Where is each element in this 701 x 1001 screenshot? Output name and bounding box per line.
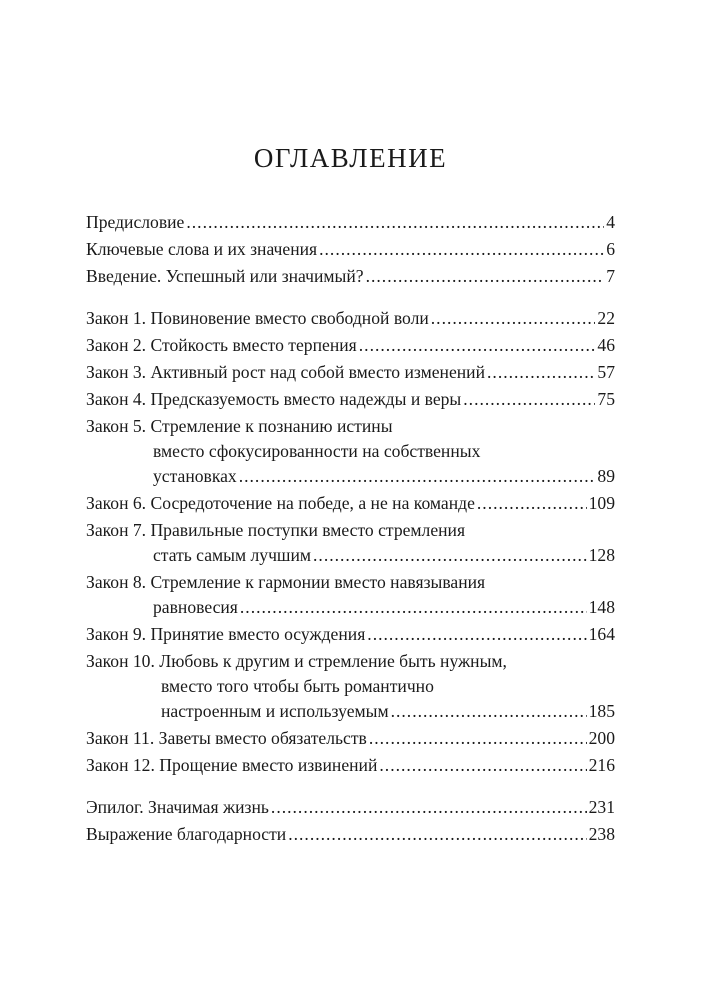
toc-entry-law-9[interactable] [86,622,615,647]
toc-entry-title: Закон 11. Заветы вместо обязательств [86,728,367,748]
toc-entry-title: Закон 9. Принятие вместо осуждения [86,624,366,644]
toc-entry-line: вместо того чтобы быть романтично [161,676,434,696]
toc-entry-law-6[interactable] [86,491,615,516]
toc-entry[interactable] [86,795,615,820]
dot-leader [319,237,604,262]
toc-entry[interactable] [86,264,615,289]
toc-page-number: 6 [606,239,615,259]
dot-leader [186,210,604,235]
toc-page-number: 216 [588,755,615,775]
toc-group-laws [86,306,615,778]
toc-page-number: 231 [588,797,615,817]
toc-group-back-matter [86,795,615,847]
toc-entry-line [86,699,615,724]
toc-group-front-matter [86,210,615,289]
page-title: ОГЛАВЛЕНИЕ [253,143,448,173]
toc-entry-title: Закон 4. Предсказуемость вместо надежды и веры [86,389,462,409]
dot-leader [239,464,596,489]
toc-page-number: 164 [588,624,615,644]
toc-entry-line [86,210,615,235]
toc-entry-line [86,387,615,412]
toc-entry-title: Эпилог. Значимая жизнь [86,797,269,817]
dot-leader [359,333,596,358]
toc-entry-line [86,264,615,289]
toc-page-number: 148 [588,597,615,617]
toc-entry-title: стать самым лучшим [153,545,312,565]
toc-entry-title: Закон 2. Стойкость вместо терпения [86,335,357,355]
toc-page-number: 4 [606,212,615,232]
dot-leader [240,595,587,620]
dot-leader [391,699,587,724]
dot-leader [271,795,587,820]
toc-entry[interactable] [86,210,615,235]
toc-entry-law-2[interactable] [86,333,615,358]
toc-entry-line [86,795,615,820]
toc-page-number: 57 [597,362,615,382]
toc-entry-line [86,753,615,778]
toc-entry-title: Закон 3. Активный рост над собой вместо изменений [86,362,486,382]
toc-page-number: 128 [588,545,615,565]
toc-entry-line [86,237,615,262]
toc-entry-title: Предисловие [86,212,185,232]
toc-entry-law-5[interactable] [86,414,615,489]
toc-entry[interactable] [86,822,615,847]
toc-entry-title: Закон 1. Повиновение вместо свободной воли [86,308,429,328]
toc-entry[interactable] [86,237,615,262]
dot-leader [367,622,586,647]
dot-leader [313,543,587,568]
toc-entry-line: Закон 10. Любовь к другим и стремление быть нужным, [86,651,507,671]
dot-leader [463,387,595,412]
toc-entry-line: Закон 7. Правильные поступки вместо стремления [86,520,466,540]
toc-entry-line [86,822,615,847]
toc-entry-law-4[interactable] [86,387,615,412]
dot-leader [369,726,587,751]
toc-entry-title: Ключевые слова и их значения [86,239,318,259]
toc-entry-line [86,306,615,331]
toc-entry-line [86,333,615,358]
toc-entry-title: Закон 6. Сосредоточение на победе, а не на команде [86,493,475,513]
toc-entry-line [86,464,615,489]
toc-page-number: 22 [597,308,615,328]
toc-entry-title: Выражение благодарности [86,824,287,844]
toc-entry-line [86,595,615,620]
table-of-contents [86,210,615,847]
toc-entry-law-11[interactable] [86,726,615,751]
toc-entry-law-7[interactable] [86,518,615,568]
toc-entry-line: Закон 5. Стремление к познанию истины [86,416,393,436]
toc-entry-line [86,360,615,385]
toc-entry-title: Введение. Успешный или значимый? [86,266,364,286]
toc-entry-line [86,726,615,751]
toc-entry-title: настроенным и используемым [161,701,389,721]
dot-leader [487,360,595,385]
toc-page-number: 185 [588,701,615,721]
toc-entry-law-10[interactable] [86,649,615,724]
toc-page-number: 89 [597,466,615,486]
toc-entry-title: Закон 12. Прощение вместо извинений [86,755,378,775]
dot-leader [288,822,586,847]
toc-entry-law-12[interactable] [86,753,615,778]
dot-leader [379,753,586,778]
toc-page-number: 109 [588,493,615,513]
toc-entry-line [86,543,615,568]
toc-page-number: 75 [597,389,615,409]
toc-entry-law-1[interactable] [86,306,615,331]
toc-entry-line: Закон 8. Стремление к гармонии вместо навязывания [86,572,486,592]
dot-leader [366,264,605,289]
dot-leader [431,306,596,331]
toc-entry-line [86,491,615,516]
dot-leader [477,491,587,516]
toc-entry-law-8[interactable] [86,570,615,620]
toc-entry-line [86,622,615,647]
toc-page-number: 238 [588,824,615,844]
toc-entry-line: вместо сфокусированности на собственных [153,441,481,461]
toc-entry-title: равновесия [153,597,238,617]
toc-page-number: 7 [606,266,615,286]
toc-page-number: 200 [588,728,615,748]
toc-entry-title: установках [153,466,237,486]
toc-page-number: 46 [597,335,615,355]
toc-entry-law-3[interactable] [86,360,615,385]
